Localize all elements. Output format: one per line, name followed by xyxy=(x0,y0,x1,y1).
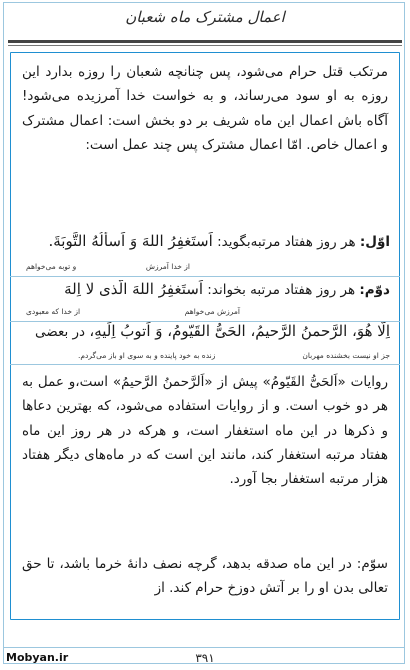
divider xyxy=(10,276,400,277)
footer-rule xyxy=(3,647,405,648)
page-title: اعمال مشترک ماه شعبان xyxy=(125,8,285,26)
item-1-arabic: اَستَغفِرُ اللهَ وَ اَسألُهُ التَّوبَةَ. xyxy=(48,232,213,250)
item-1-text: هر روز هفتاد مرتبه‌بگوید: xyxy=(212,234,360,250)
item-2-cont-text: در بعضی xyxy=(35,324,90,340)
site-brand: Mobyan.ir xyxy=(6,651,69,664)
item-3-text: در این ماه صدقه بدهد، گرچه نصف دانهٔ خرما باشد، تا حق تعالی بدن او را بر آتش دوزخ حرام کند. از xyxy=(22,556,388,597)
divider xyxy=(10,364,400,365)
item-1-gloss-right: از خدا آمرزش xyxy=(145,262,190,271)
item-2-cont-line xyxy=(18,322,390,352)
header-rule xyxy=(8,40,402,43)
item-1-label: اوّل: xyxy=(359,234,390,250)
intro-paragraph: مرتکب قتل حرام می‌شود، پس چنانچه شعبان را روزه بدارد این روزه به او سود می‌رساند، و به خواست خدا آمرزیده می‌شود! آگاه باش اعمال این ماه شریف بر دو بخش است: اعمال مشترک و اعمال خاص. امّا اعمال مشترک پس چند عمل است: xyxy=(22,64,388,153)
item-2-line xyxy=(18,280,390,310)
item-2-cont-arabic: اِلّا هُوَ، الرَّحمنُ الرَّحیمُ، الحَیُّ القَیّومُ، وَ اَتوبُ اِلَیهِ، xyxy=(89,322,390,340)
item-2-cont-gloss-right: جز او نیست بخشنده مهربان xyxy=(302,351,390,360)
item-2-gloss xyxy=(18,307,390,319)
item-2-gloss-right: آمرزش می‌خواهم xyxy=(184,307,240,316)
rest-paragraph: روایات «اَلحَیُّ القَیّومُ» پیش از «اَلرَّحمنُ الرَّحیمُ» است،و عمل به هر دو خوب است. و از روایات استفاده می‌شود، که بهترین دعاها و ذکرها در این ماه استغفار است، و هرکه در هر روز این ماه هفتاد مرتبه استغفار کند، مانند این است که در ماه‌های دیگر هفتاد هزار مرتبه استغفار بجا آورد. xyxy=(22,374,388,488)
item-2-label: دوّم: xyxy=(359,282,390,298)
item-1-line xyxy=(18,232,390,262)
item-3-label: سوّم: xyxy=(356,556,388,572)
item-1-gloss-left: و توبه می‌خواهم xyxy=(26,262,77,271)
item-2-arabic: اَستَغفِرُ اللهَ الَّذی لا اِلهَ xyxy=(64,280,204,298)
item-2-cont-gloss-mid: زنده به خود پاینده و به سوی او باز می‌گردم. xyxy=(78,351,216,360)
item-3-paragraph xyxy=(22,552,388,601)
header-rule-thin xyxy=(8,45,402,46)
item-1-gloss xyxy=(18,262,390,274)
item-2-gloss-left: از خدا که معبودی xyxy=(26,307,81,316)
page-number: ۳۹۱ xyxy=(195,651,215,665)
item-2-text: هر روز هفتاد مرتبه بخواند: xyxy=(203,282,360,298)
item-2-cont-gloss xyxy=(18,351,390,363)
